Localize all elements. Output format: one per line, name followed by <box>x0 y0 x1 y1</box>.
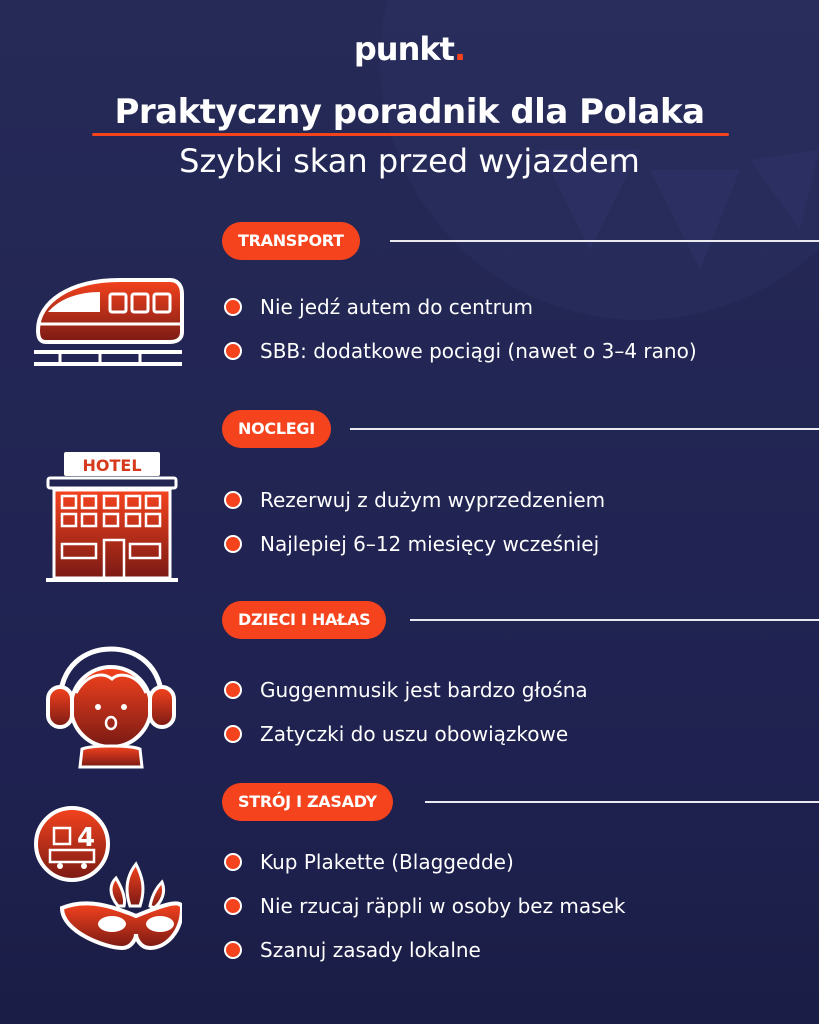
list-item: Szanuj zasady lokalne <box>224 928 625 972</box>
page-subtitle: Szybki skan przed wyjazdem <box>179 142 640 180</box>
bullet-icon <box>224 491 242 509</box>
section-label: DZIECI I HAŁAS <box>222 601 386 639</box>
dzieci-list <box>224 668 588 756</box>
noclegi-list <box>224 478 605 566</box>
list-item: Najlepiej 6–12 miesięcy wcześniej <box>224 522 605 566</box>
bullet-icon <box>224 681 242 699</box>
list-item: Kup Plakette (Blaggedde) <box>224 840 625 884</box>
list-item: SBB: dodatkowe pociągi (nawet o 3–4 rano) <box>224 329 697 373</box>
hotel-icon <box>46 450 178 588</box>
list-item: Guggenmusik jest bardzo głośna <box>224 668 588 712</box>
section-header-transport <box>222 222 360 260</box>
section-label: NOCLEGI <box>222 410 331 448</box>
section-header-stroj <box>222 783 393 821</box>
brand-logo: punkt. <box>353 30 466 68</box>
bullet-icon <box>224 342 242 360</box>
section-header-noclegi <box>222 410 331 448</box>
transport-list <box>224 285 697 373</box>
bullet-icon <box>224 941 242 959</box>
section-label: STRÓJ I ZASADY <box>222 783 393 821</box>
bullet-icon <box>224 298 242 316</box>
section-divider <box>410 619 819 621</box>
bullet-icon <box>224 535 242 553</box>
page-title: Praktyczny poradnik dla Polaka <box>114 92 705 132</box>
list-item: Zatyczki do uszu obowiązkowe <box>224 712 588 756</box>
title-underline <box>92 133 729 136</box>
svg-text:HOTEL: HOTEL <box>82 456 142 475</box>
list-item: Nie jedź autem do centrum <box>224 285 697 329</box>
section-header-dzieci <box>222 601 386 639</box>
list-item: Rezerwuj z dużym wyprzedzeniem <box>224 478 605 522</box>
svg-text:4: 4 <box>76 823 96 853</box>
section-divider <box>425 801 819 803</box>
bullet-icon <box>224 853 242 871</box>
stroj-list <box>224 840 625 972</box>
bullet-icon <box>224 725 242 743</box>
section-label: TRANSPORT <box>222 222 360 260</box>
section-divider <box>390 240 819 242</box>
train-icon <box>30 272 185 372</box>
list-item: Nie rzucaj räppli w osoby bez masek <box>224 884 625 928</box>
section-divider <box>350 428 819 430</box>
child-headphones-icon <box>46 645 176 773</box>
bullet-icon <box>224 897 242 915</box>
mask-badge-icon <box>32 806 182 954</box>
